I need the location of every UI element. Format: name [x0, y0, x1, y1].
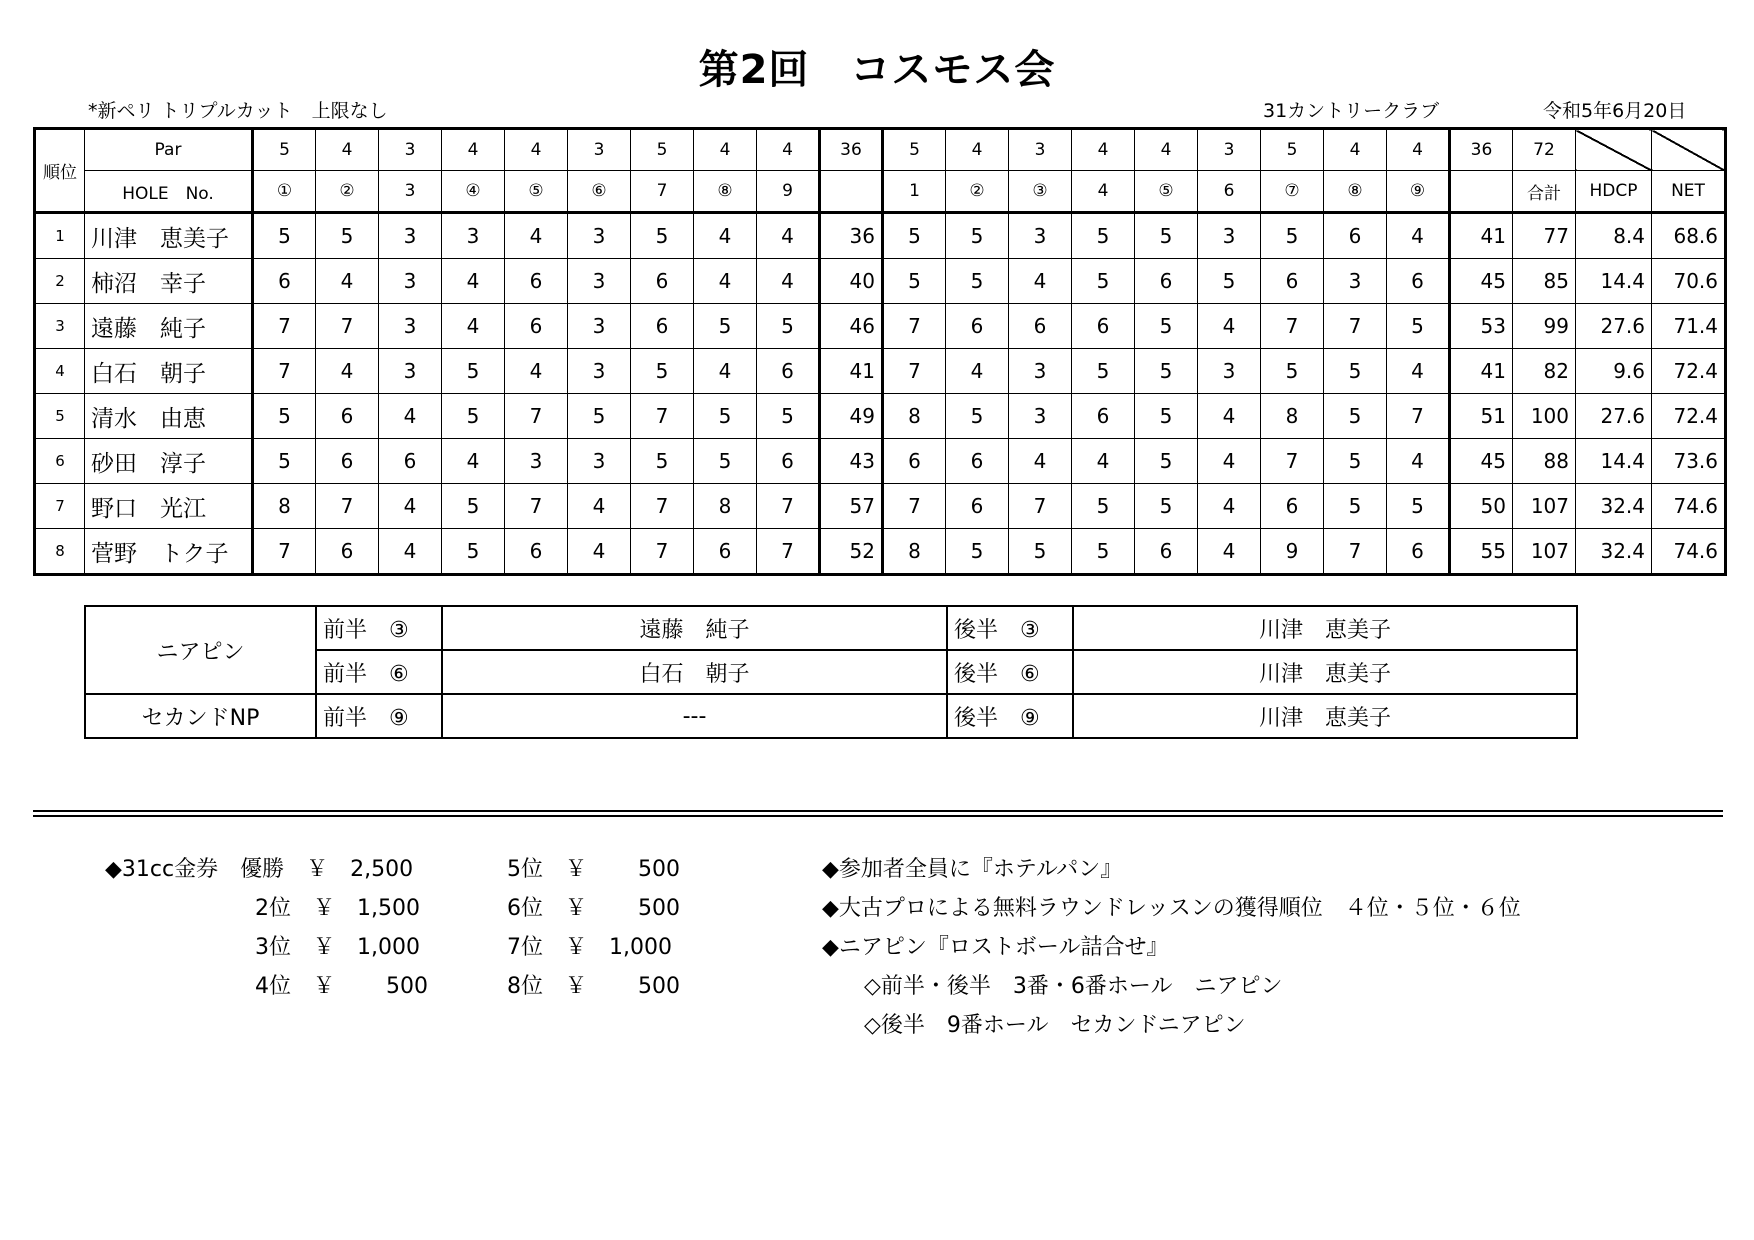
par-cell: 4 — [946, 129, 1009, 171]
score-cell: 5 — [1072, 349, 1135, 394]
score-cell: 3 — [568, 304, 631, 349]
score-cell: 8 — [883, 394, 946, 439]
page-title: 第2回 コスモス会 — [698, 47, 1056, 93]
score-cell: 7 — [757, 484, 820, 529]
score-cell: 6 — [316, 394, 379, 439]
front-hole: 前半 ③ — [316, 606, 442, 650]
rank-cell: 1 — [35, 213, 85, 259]
score-cell: 6 — [1072, 304, 1135, 349]
score-cell: 4 — [1387, 439, 1450, 484]
score-cell: 3 — [1198, 349, 1261, 394]
score-cell: 6 — [946, 484, 1009, 529]
player-name: 清水 由恵 — [85, 394, 253, 439]
prize-line: 7位 ￥ 1,000 — [507, 935, 672, 960]
score-cell: 5 — [946, 394, 1009, 439]
hole-number: ① — [253, 171, 316, 213]
score-cell: 5 — [442, 394, 505, 439]
par-cell: 5 — [883, 129, 946, 171]
gross-total: 82 — [1513, 349, 1576, 394]
score-cell: 4 — [1198, 439, 1261, 484]
score-cell: 4 — [694, 259, 757, 304]
hole-number: ⑧ — [694, 171, 757, 213]
score-cell: 7 — [631, 529, 694, 575]
score-cell: 7 — [505, 394, 568, 439]
gross-total: 85 — [1513, 259, 1576, 304]
score-cell: 6 — [505, 259, 568, 304]
par-cell: 5 — [253, 129, 316, 171]
score-cell: 5 — [1135, 484, 1198, 529]
par-cell: 3 — [1009, 129, 1072, 171]
score-cell: 6 — [1009, 304, 1072, 349]
score-cell: 5 — [757, 394, 820, 439]
note-line: ◆ニアピン『ロストボール詰合せ』 — [822, 935, 1169, 960]
score-cell: 4 — [1387, 213, 1450, 259]
score-cell: 4 — [379, 484, 442, 529]
score-cell: 4 — [694, 213, 757, 259]
score-cell: 5 — [1324, 394, 1387, 439]
front-hole: 前半 ⑥ — [316, 650, 442, 694]
score-cell: 5 — [631, 439, 694, 484]
score-cell: 6 — [694, 529, 757, 575]
player-row — [35, 439, 1726, 484]
score-cell: 8 — [253, 484, 316, 529]
par-in-total: 36 — [1450, 129, 1513, 171]
hole-row — [35, 171, 1726, 213]
hdcp-header: HDCP — [1576, 171, 1652, 213]
score-cell: 6 — [316, 529, 379, 575]
in-total: 51 — [1450, 394, 1513, 439]
score-cell: 5 — [1324, 349, 1387, 394]
score-cell: 4 — [316, 259, 379, 304]
prize-line: ◆31cc金券 優勝 ￥ 2,500 — [105, 857, 414, 882]
score-cell: 7 — [883, 349, 946, 394]
score-cell: 5 — [253, 394, 316, 439]
score-cell: 6 — [1387, 529, 1450, 575]
score-cell: 3 — [379, 213, 442, 259]
in-total: 55 — [1450, 529, 1513, 575]
back-winner: 川津 恵美子 — [1073, 650, 1577, 694]
score-cell: 3 — [568, 213, 631, 259]
hdcp-blank — [1576, 129, 1652, 171]
score-cell: 3 — [442, 213, 505, 259]
gross-total: 100 — [1513, 394, 1576, 439]
score-cell: 7 — [505, 484, 568, 529]
player-name: 川津 恵美子 — [85, 213, 253, 259]
player-row — [35, 529, 1726, 575]
net-value: 72.4 — [1652, 349, 1726, 394]
score-cell: 5 — [1072, 529, 1135, 575]
score-cell: 4 — [1009, 439, 1072, 484]
hdcp-value: 27.6 — [1576, 304, 1652, 349]
score-cell: 6 — [1135, 529, 1198, 575]
score-cell: 3 — [1324, 259, 1387, 304]
rank-cell: 3 — [35, 304, 85, 349]
nearpin-row — [85, 606, 1577, 650]
score-cell: 7 — [316, 304, 379, 349]
score-cell: 5 — [946, 213, 1009, 259]
score-cell: 7 — [631, 394, 694, 439]
back-hole: 後半 ⑨ — [947, 694, 1073, 738]
hole-number: ⑨ — [1387, 171, 1450, 213]
par-cell: 4 — [316, 129, 379, 171]
score-cell: 4 — [946, 349, 1009, 394]
score-cell: 5 — [316, 213, 379, 259]
par-cell: 4 — [505, 129, 568, 171]
nearpin-label: ニアピン — [85, 606, 316, 694]
prize-line: 2位 ￥ 1,500 — [255, 896, 420, 921]
out-total: 36 — [820, 213, 883, 259]
in-total: 41 — [1450, 213, 1513, 259]
rank-cell: 5 — [35, 394, 85, 439]
score-cell: 4 — [379, 394, 442, 439]
gross-total: 107 — [1513, 529, 1576, 575]
score-cell: 3 — [1009, 213, 1072, 259]
hole-number: ④ — [442, 171, 505, 213]
back-hole: 後半 ⑥ — [947, 650, 1073, 694]
in-total: 50 — [1450, 484, 1513, 529]
hole-number: ⑤ — [1135, 171, 1198, 213]
par-row — [35, 129, 1726, 171]
score-cell: 6 — [946, 439, 1009, 484]
score-cell: 5 — [1135, 304, 1198, 349]
score-cell: 4 — [505, 349, 568, 394]
hdcp-value: 27.6 — [1576, 394, 1652, 439]
score-cell: 6 — [1135, 259, 1198, 304]
note-line: ◇前半・後半 3番・6番ホール ニアピン — [864, 974, 1283, 999]
score-cell: 6 — [1261, 484, 1324, 529]
score-cell: 8 — [883, 529, 946, 575]
rank-cell: 7 — [35, 484, 85, 529]
score-cell: 7 — [1387, 394, 1450, 439]
net-value: 71.4 — [1652, 304, 1726, 349]
par-label: Par — [85, 129, 253, 171]
out-total: 57 — [820, 484, 883, 529]
score-cell: 4 — [442, 304, 505, 349]
score-cell: 7 — [316, 484, 379, 529]
hdcp-value: 32.4 — [1576, 529, 1652, 575]
event-date: 令和5年6月20日 — [1543, 100, 1687, 122]
rank-cell: 2 — [35, 259, 85, 304]
prize-line: 3位 ￥ 1,000 — [255, 935, 420, 960]
player-row — [35, 484, 1726, 529]
par-cell: 4 — [1324, 129, 1387, 171]
score-cell: 5 — [694, 439, 757, 484]
in-total: 41 — [1450, 349, 1513, 394]
player-name: 菅野 トク子 — [85, 529, 253, 575]
back-hole: 後半 ③ — [947, 606, 1073, 650]
net-blank — [1652, 129, 1726, 171]
hole-number: 9 — [757, 171, 820, 213]
note-line: ◇後半 9番ホール セカンドニアピン — [864, 1013, 1246, 1038]
score-cell: 5 — [253, 213, 316, 259]
score-cell: 6 — [757, 349, 820, 394]
player-name: 柿沼 幸子 — [85, 259, 253, 304]
rule-note: *新ペリ トリプルカット 上限なし — [88, 100, 388, 122]
score-cell: 6 — [379, 439, 442, 484]
player-name: 白石 朝子 — [85, 349, 253, 394]
total-header: 合計 — [1513, 171, 1576, 213]
score-cell: 6 — [1261, 259, 1324, 304]
par-cell: 4 — [757, 129, 820, 171]
hole-in-blank — [1450, 171, 1513, 213]
score-cell: 3 — [568, 259, 631, 304]
score-cell: 5 — [946, 259, 1009, 304]
front-winner: 白石 朝子 — [442, 650, 947, 694]
note-line: ◆大古プロによる無料ラウンドレッスンの獲得順位 ４位・５位・６位 — [822, 896, 1521, 921]
score-cell: 3 — [1198, 213, 1261, 259]
hdcp-value: 32.4 — [1576, 484, 1652, 529]
par-cell: 3 — [379, 129, 442, 171]
score-cell: 6 — [253, 259, 316, 304]
par-cell: 5 — [1261, 129, 1324, 171]
score-cell: 4 — [442, 439, 505, 484]
hole-number: ⑥ — [568, 171, 631, 213]
score-cell: 5 — [442, 529, 505, 575]
score-cell: 4 — [1387, 349, 1450, 394]
par-cell: 4 — [442, 129, 505, 171]
out-total: 52 — [820, 529, 883, 575]
score-cell: 4 — [1198, 304, 1261, 349]
note-line: ◆参加者全員に『ホテルパン』 — [822, 857, 1123, 882]
score-cell: 4 — [757, 213, 820, 259]
score-cell: 5 — [1261, 349, 1324, 394]
par-cell: 5 — [631, 129, 694, 171]
score-cell: 4 — [316, 349, 379, 394]
gross-total: 99 — [1513, 304, 1576, 349]
par-cell: 4 — [1072, 129, 1135, 171]
score-cell: 5 — [1009, 529, 1072, 575]
score-cell: 3 — [379, 349, 442, 394]
score-cell: 7 — [1324, 304, 1387, 349]
score-cell: 5 — [946, 529, 1009, 575]
score-cell: 5 — [1261, 213, 1324, 259]
score-cell: 7 — [253, 304, 316, 349]
player-row — [35, 259, 1726, 304]
hdcp-value: 14.4 — [1576, 259, 1652, 304]
par-total: 72 — [1513, 129, 1576, 171]
hole-number: ⑤ — [505, 171, 568, 213]
score-cell: 6 — [946, 304, 1009, 349]
score-cell: 3 — [505, 439, 568, 484]
divider-line — [33, 810, 1723, 812]
rank-cell: 4 — [35, 349, 85, 394]
score-cell: 6 — [1072, 394, 1135, 439]
score-cell: 5 — [1072, 484, 1135, 529]
score-cell: 5 — [1387, 304, 1450, 349]
rank-cell: 8 — [35, 529, 85, 575]
rank-cell: 6 — [35, 439, 85, 484]
score-cell: 7 — [757, 529, 820, 575]
second-nearpin-row — [85, 694, 1577, 738]
score-cell: 4 — [1198, 484, 1261, 529]
out-total: 49 — [820, 394, 883, 439]
score-cell: 3 — [568, 439, 631, 484]
hole-number: ⑧ — [1324, 171, 1387, 213]
score-cell: 5 — [631, 213, 694, 259]
score-cell: 4 — [757, 259, 820, 304]
in-total: 45 — [1450, 259, 1513, 304]
hole-number: ② — [316, 171, 379, 213]
player-row — [35, 304, 1726, 349]
prize-line: 8位 ￥ 500 — [507, 974, 680, 999]
score-cell: 9 — [1261, 529, 1324, 575]
par-cell: 4 — [1387, 129, 1450, 171]
par-cell: 3 — [568, 129, 631, 171]
score-cell: 5 — [883, 213, 946, 259]
score-cell: 7 — [883, 484, 946, 529]
out-total: 40 — [820, 259, 883, 304]
score-cell: 6 — [316, 439, 379, 484]
score-cell: 4 — [568, 529, 631, 575]
score-cell: 7 — [253, 349, 316, 394]
net-value: 73.6 — [1652, 439, 1726, 484]
net-header: NET — [1652, 171, 1726, 213]
score-cell: 4 — [379, 529, 442, 575]
hdcp-value: 14.4 — [1576, 439, 1652, 484]
score-cell: 6 — [1387, 259, 1450, 304]
hole-number: 7 — [631, 171, 694, 213]
score-cell: 7 — [1009, 484, 1072, 529]
player-name: 野口 光江 — [85, 484, 253, 529]
front-hole: 前半 ⑨ — [316, 694, 442, 738]
player-row — [35, 394, 1726, 439]
prize-line: 4位 ￥ 500 — [255, 974, 428, 999]
hole-number: 1 — [883, 171, 946, 213]
hdcp-value: 8.4 — [1576, 213, 1652, 259]
score-cell: 4 — [1009, 259, 1072, 304]
net-value: 74.6 — [1652, 529, 1726, 575]
score-cell: 5 — [568, 394, 631, 439]
out-total: 41 — [820, 349, 883, 394]
score-table — [33, 127, 1727, 576]
score-cell: 6 — [505, 304, 568, 349]
in-total: 45 — [1450, 439, 1513, 484]
score-cell: 5 — [1324, 439, 1387, 484]
par-cell: 4 — [1135, 129, 1198, 171]
score-cell: 3 — [379, 304, 442, 349]
score-cell: 3 — [1009, 394, 1072, 439]
net-value: 72.4 — [1652, 394, 1726, 439]
score-cell: 7 — [1261, 439, 1324, 484]
score-cell: 5 — [1324, 484, 1387, 529]
score-cell: 4 — [442, 259, 505, 304]
score-cell: 6 — [505, 529, 568, 575]
par-cell: 3 — [1198, 129, 1261, 171]
score-cell: 7 — [1261, 304, 1324, 349]
par-out-total: 36 — [820, 129, 883, 171]
hdcp-value: 9.6 — [1576, 349, 1652, 394]
player-name: 遠藤 純子 — [85, 304, 253, 349]
rank-header: 順位 — [35, 129, 85, 213]
score-cell: 5 — [694, 304, 757, 349]
score-cell: 5 — [1135, 439, 1198, 484]
hole-number: ② — [946, 171, 1009, 213]
score-cell: 4 — [1198, 529, 1261, 575]
net-value: 68.6 — [1652, 213, 1726, 259]
score-cell: 5 — [1135, 213, 1198, 259]
divider-line — [33, 815, 1723, 817]
player-name: 砂田 淳子 — [85, 439, 253, 484]
hole-number: 6 — [1198, 171, 1261, 213]
out-total: 46 — [820, 304, 883, 349]
score-cell: 4 — [568, 484, 631, 529]
club-name: 31カントリークラブ — [1263, 100, 1440, 122]
score-cell: 5 — [1135, 394, 1198, 439]
score-cell: 5 — [1072, 213, 1135, 259]
gross-total: 77 — [1513, 213, 1576, 259]
par-cell: 4 — [694, 129, 757, 171]
score-cell: 6 — [631, 304, 694, 349]
hole-number: 3 — [379, 171, 442, 213]
hole-number: ⑦ — [1261, 171, 1324, 213]
hole-label: HOLE No. — [85, 171, 253, 213]
score-cell: 4 — [1198, 394, 1261, 439]
hole-number: 4 — [1072, 171, 1135, 213]
back-winner: 川津 恵美子 — [1073, 694, 1577, 738]
score-cell: 4 — [505, 213, 568, 259]
gross-total: 88 — [1513, 439, 1576, 484]
back-winner: 川津 恵美子 — [1073, 606, 1577, 650]
gross-total: 107 — [1513, 484, 1576, 529]
score-cell: 5 — [757, 304, 820, 349]
second-nearpin-label: セカンドNP — [85, 694, 316, 738]
player-row — [35, 349, 1726, 394]
score-cell: 7 — [1324, 529, 1387, 575]
score-cell: 5 — [883, 259, 946, 304]
score-cell: 5 — [442, 349, 505, 394]
score-cell: 7 — [631, 484, 694, 529]
hole-number: ③ — [1009, 171, 1072, 213]
score-cell: 7 — [883, 304, 946, 349]
score-cell: 5 — [1135, 349, 1198, 394]
score-cell: 6 — [883, 439, 946, 484]
hole-out-blank — [820, 171, 883, 213]
score-cell: 4 — [1072, 439, 1135, 484]
score-cell: 8 — [1261, 394, 1324, 439]
score-cell: 3 — [1009, 349, 1072, 394]
score-cell: 6 — [757, 439, 820, 484]
score-cell: 6 — [1324, 213, 1387, 259]
score-cell: 5 — [253, 439, 316, 484]
score-cell: 3 — [568, 349, 631, 394]
score-cell: 3 — [379, 259, 442, 304]
score-cell: 8 — [694, 484, 757, 529]
front-winner: 遠藤 純子 — [442, 606, 947, 650]
prize-line: 6位 ￥ 500 — [507, 896, 680, 921]
nearpin-table — [84, 605, 1578, 739]
player-row — [35, 213, 1726, 259]
front-winner: --- — [442, 694, 947, 738]
out-total: 43 — [820, 439, 883, 484]
score-cell: 5 — [631, 349, 694, 394]
score-cell: 5 — [1198, 259, 1261, 304]
prize-line: 5位 ￥ 500 — [507, 857, 680, 882]
net-value: 70.6 — [1652, 259, 1726, 304]
score-cell: 7 — [253, 529, 316, 575]
score-cell: 5 — [1072, 259, 1135, 304]
score-cell: 4 — [694, 349, 757, 394]
score-cell: 5 — [694, 394, 757, 439]
in-total: 53 — [1450, 304, 1513, 349]
score-cell: 6 — [631, 259, 694, 304]
score-cell: 5 — [1387, 484, 1450, 529]
score-cell: 5 — [442, 484, 505, 529]
net-value: 74.6 — [1652, 484, 1726, 529]
